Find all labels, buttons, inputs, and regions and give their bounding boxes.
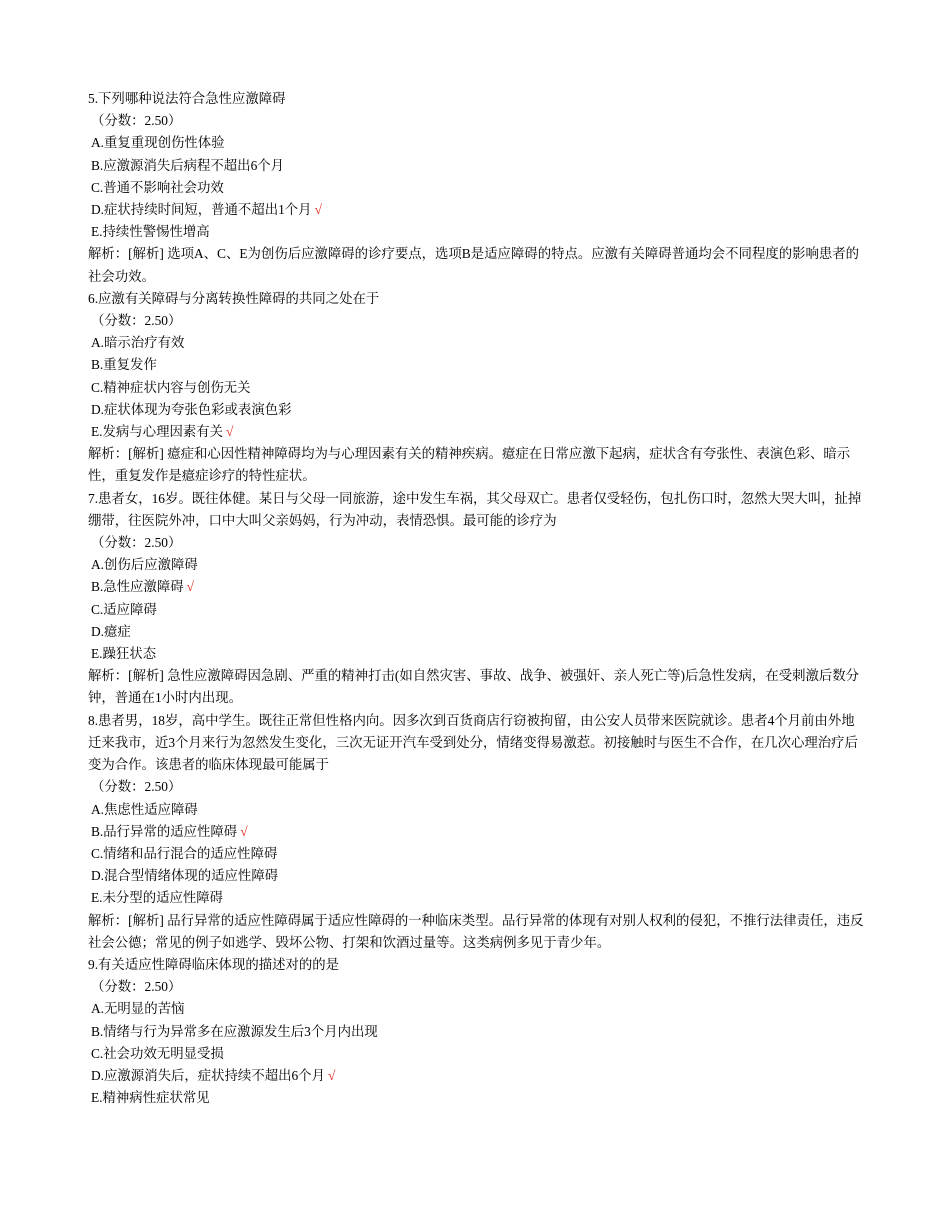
option-text: B.情绪与行为异常多在应激源发生后3个月内出现 bbox=[91, 1023, 378, 1039]
question-score: （分数：2.50） bbox=[91, 779, 182, 795]
question-title: 8.患者男，18岁，高中学生。既往正常但性格内向。因多次到百货商店行窃被拘留，由公安人员带来医院就诊。患者4个月前由外地迁来我市，近3个月来行为忽然发生变化，三次无证开汽车受到处分，情绪变得易激惹。初接触时与医生不合作，在几次心理治疗后变为合作。该患者的临床体现最可能属于 bbox=[88, 712, 858, 773]
option-e bbox=[88, 887, 866, 909]
correct-check-icon: √ bbox=[240, 823, 248, 839]
question-title: 6.应激有关障碍与分离转换性障碍的共同之处在于 bbox=[88, 290, 380, 306]
question-title: 9.有关适应性障碍临床体现的描述对的的是 bbox=[88, 956, 340, 972]
option-text: C.适应障碍 bbox=[91, 601, 157, 617]
question-analysis: 解析：[解析] 品行异常的适应性障碍属于适应性障碍的一种临床类型。品行异常的体现有对别人权利的侵犯，不推行法律责任，违反社会公德；常见的例子如逃学、毁坏公物、打架和饮酒过量等。这类病例多见于青少年。 bbox=[88, 912, 864, 950]
option-text: C.情绪和品行混合的适应性障碍 bbox=[91, 845, 278, 861]
option-text: A.无明显的苦恼 bbox=[91, 1001, 185, 1017]
option-text: E.未分型的适应性障碍 bbox=[91, 890, 224, 906]
option-e bbox=[88, 1087, 866, 1109]
correct-check-icon: √ bbox=[314, 202, 322, 218]
option-c bbox=[88, 599, 866, 621]
option-text: E.躁狂状态 bbox=[91, 646, 157, 662]
option-e bbox=[88, 643, 866, 665]
option-text: B.重复发作 bbox=[91, 357, 157, 373]
question-score: （分数：2.50） bbox=[91, 313, 182, 329]
option-text: A.焦虑性适应障碍 bbox=[91, 801, 198, 817]
correct-check-icon: √ bbox=[226, 424, 234, 440]
option-text: C.普通不影响社会功效 bbox=[91, 179, 224, 195]
option-b bbox=[88, 821, 866, 843]
option-c bbox=[88, 377, 866, 399]
option-d bbox=[88, 621, 866, 643]
option-text: C.精神症状内容与创伤无关 bbox=[91, 379, 251, 395]
option-text: A.重复重现创伤性体验 bbox=[91, 135, 225, 151]
question-8 bbox=[88, 710, 866, 954]
option-d bbox=[88, 1065, 866, 1087]
option-text: E.持续性警惕性增高 bbox=[91, 224, 210, 240]
option-a bbox=[88, 332, 866, 354]
question-title: 5.下列哪种说法符合急性应激障碍 bbox=[88, 91, 286, 106]
option-a bbox=[88, 132, 866, 154]
option-b bbox=[88, 354, 866, 376]
question-analysis: 解析：[解析] 急性应激障碍因急剧、严重的精神打击(如自然灾害、事故、战争、被强奸、亲人死亡等)后急性发病，在受刺激后数分钟，普通在1小时内出现。 bbox=[88, 668, 860, 706]
question-title: 7.患者女，16岁。既往体健。某日与父母一同旅游，途中发生车祸，其父母双亡。患者仅受轻伤，包扎伤口时，忽然大哭大叫，扯掉绷带，往医院外冲，口中大叫父亲妈妈，行为冲动，表情恐惧。最可能的诊疗为 bbox=[88, 490, 862, 528]
question-score: （分数：2.50） bbox=[91, 113, 182, 129]
question-score: （分数：2.50） bbox=[91, 535, 182, 551]
option-e bbox=[88, 421, 866, 443]
option-c bbox=[88, 1043, 866, 1065]
option-text: E.精神病性症状常见 bbox=[91, 1090, 210, 1106]
option-a bbox=[88, 998, 866, 1020]
option-text: E.发病与心理因素有关 bbox=[91, 424, 224, 440]
option-d bbox=[88, 399, 866, 421]
option-b bbox=[88, 576, 866, 598]
option-text: D.症状体现为夸张色彩或表演色彩 bbox=[91, 401, 292, 417]
option-text: D.癔症 bbox=[91, 623, 131, 639]
option-b bbox=[88, 155, 866, 177]
option-text: A.暗示治疗有效 bbox=[91, 335, 185, 351]
option-c bbox=[88, 177, 866, 199]
option-e bbox=[88, 221, 866, 243]
question-score: （分数：2.50） bbox=[91, 979, 182, 995]
option-text: D.应激源消失后，症状持续不超出6个月 bbox=[91, 1067, 325, 1083]
option-text: A.创伤后应激障碍 bbox=[91, 557, 198, 573]
option-a bbox=[88, 554, 866, 576]
option-b bbox=[88, 1021, 866, 1043]
option-text: B.应激源消失后病程不超出6个月 bbox=[91, 157, 285, 173]
correct-check-icon: √ bbox=[186, 579, 194, 595]
option-text: D.症状持续时间短，普通不超出1个月 bbox=[91, 202, 312, 218]
question-analysis: 解析：[解析] 选项A、C、E为创伤后应激障碍的诊疗要点，选项B是适应障碍的特点。应激有关障碍普通均会不同程度的影响患者的社会功效。 bbox=[88, 246, 860, 284]
question-9 bbox=[88, 954, 866, 1109]
option-d bbox=[88, 199, 866, 221]
question-analysis: 解析：[解析] 癔症和心因性精神障碍均为与心理因素有关的精神疾病。癔症在日常应激下起病，症状含有夸张性、表演色彩、暗示性，重复发作是癔症诊疗的特性症状。 bbox=[88, 446, 851, 484]
question-5 bbox=[88, 88, 866, 288]
option-text: C.社会功效无明显受损 bbox=[91, 1045, 224, 1061]
question-7 bbox=[88, 488, 866, 710]
question-6 bbox=[88, 288, 866, 488]
option-c bbox=[88, 843, 866, 865]
option-a bbox=[88, 799, 866, 821]
document-page bbox=[88, 88, 866, 1109]
option-text: B.急性应激障碍 bbox=[91, 579, 184, 595]
correct-check-icon: √ bbox=[327, 1067, 336, 1083]
option-d bbox=[88, 865, 866, 887]
option-text: D.混合型情绪体现的适应性障碍 bbox=[91, 868, 279, 884]
option-text: B.品行异常的适应性障碍 bbox=[91, 823, 238, 839]
